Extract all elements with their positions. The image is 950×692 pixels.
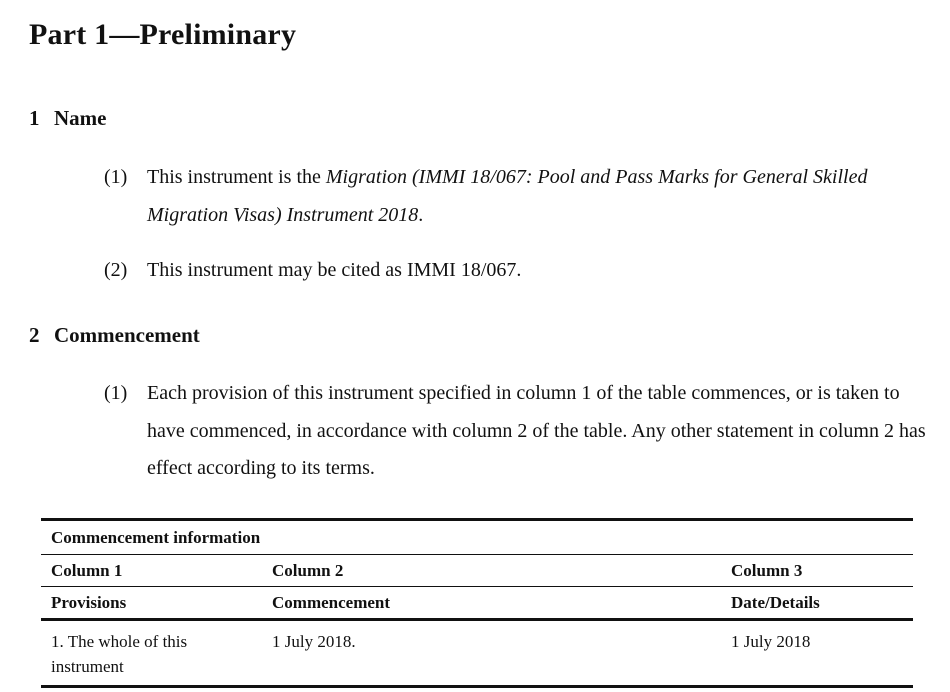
section-heading-name (29, 106, 106, 131)
subsection-number: (2) (104, 259, 128, 281)
subsection-number: (1) (104, 166, 128, 188)
table-cell: 1 July 2018. (262, 620, 721, 687)
table-row (41, 620, 913, 687)
text-run: . (418, 203, 424, 226)
subsection-text (104, 159, 934, 234)
part-title: Part 1—Preliminary (29, 18, 297, 51)
section-heading-commencement (29, 323, 200, 348)
column-label: Column 3 (721, 555, 913, 587)
subsection-1-1 (104, 159, 934, 234)
section-title: Name (54, 106, 107, 130)
section-number: 1 (29, 106, 40, 130)
table-caption: Commencement information (41, 520, 913, 555)
section-number: 2 (29, 323, 40, 347)
subsection-text: Each provision of this instrument specified in column 1 of the table commences, or is taken to have commenced, in accordance with column 2 of the table. Any other statement in column 2 has effect according to its terms. (147, 382, 926, 479)
table-cell: 1. The whole of this instrument (41, 620, 262, 687)
column-label: Column 2 (262, 555, 721, 587)
subsection-number: (1) (104, 382, 128, 404)
commencement-table (41, 518, 913, 688)
column-label: Column 1 (41, 555, 262, 587)
column-header: Provisions (41, 587, 262, 620)
section-title: Commencement (54, 323, 200, 347)
column-header: Commencement (262, 587, 721, 620)
instrument-name-italic: Migration (IMMI 18/067: Pool and Pass Marks for General Skilled Migration Visas) Instrument 2018 (147, 166, 868, 226)
column-header: Date/Details (721, 587, 913, 620)
text-run: This instrument is the (147, 166, 326, 188)
table-cell: 1 July 2018 (721, 620, 913, 687)
subsection-1-2 (104, 252, 934, 290)
subsection-text: This instrument may be cited as IMMI 18/067. (147, 259, 522, 281)
subsection-2-1 (104, 375, 934, 488)
